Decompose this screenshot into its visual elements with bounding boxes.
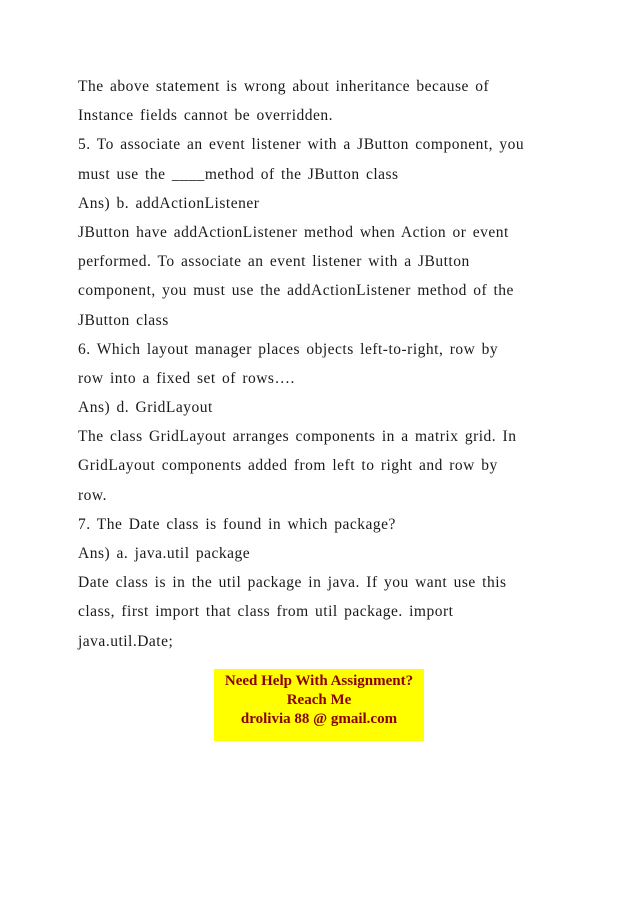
text-line: Instance fields cannot be overridden. [78, 107, 334, 125]
question-7: 7. The Date class is found in which package? [78, 515, 396, 533]
help-banner [214, 669, 424, 741]
answer-5: Ans) b. addActionListener [78, 194, 260, 212]
text-line: JButton class [78, 311, 169, 329]
help-banner-email: drolivia 88 @ gmail.com [240, 711, 398, 727]
text-line: class, first import that class from util package. import [78, 603, 454, 621]
text-line: Date class is in the util package in java. If you want use this [78, 574, 507, 592]
text-line: The class GridLayout arranges components in a matrix grid. In [78, 428, 517, 446]
text-line: The above statement is wrong about inheritance because of [78, 78, 490, 95]
text-line: component, you must use the addActionListener method of the [78, 282, 514, 300]
text-line: row. [78, 486, 107, 504]
help-banner-subtitle: Reach Me [286, 692, 352, 708]
help-banner-title: Need Help With Assignment? [224, 673, 414, 689]
text-line: GridLayout components added from left to right and row by [78, 457, 498, 475]
answer-6: Ans) d. GridLayout [78, 399, 213, 417]
text-line: must use the ____method of the JButton class [78, 165, 399, 183]
text-line: row into a fixed set of rows…. [78, 369, 295, 387]
text-line: java.util.Date; [78, 632, 174, 650]
question-5: 5. To associate an event listener with a JButton component, you [78, 136, 525, 154]
text-line: performed. To associate an event listener with a JButton [78, 253, 470, 271]
question-6: 6. Which layout manager places objects left-to-right, row by [78, 340, 499, 358]
answer-7: Ans) a. java.util package [78, 545, 251, 562]
document-body [78, 72, 578, 656]
text-line: JButton have addActionListener method when Action or event [78, 223, 509, 241]
